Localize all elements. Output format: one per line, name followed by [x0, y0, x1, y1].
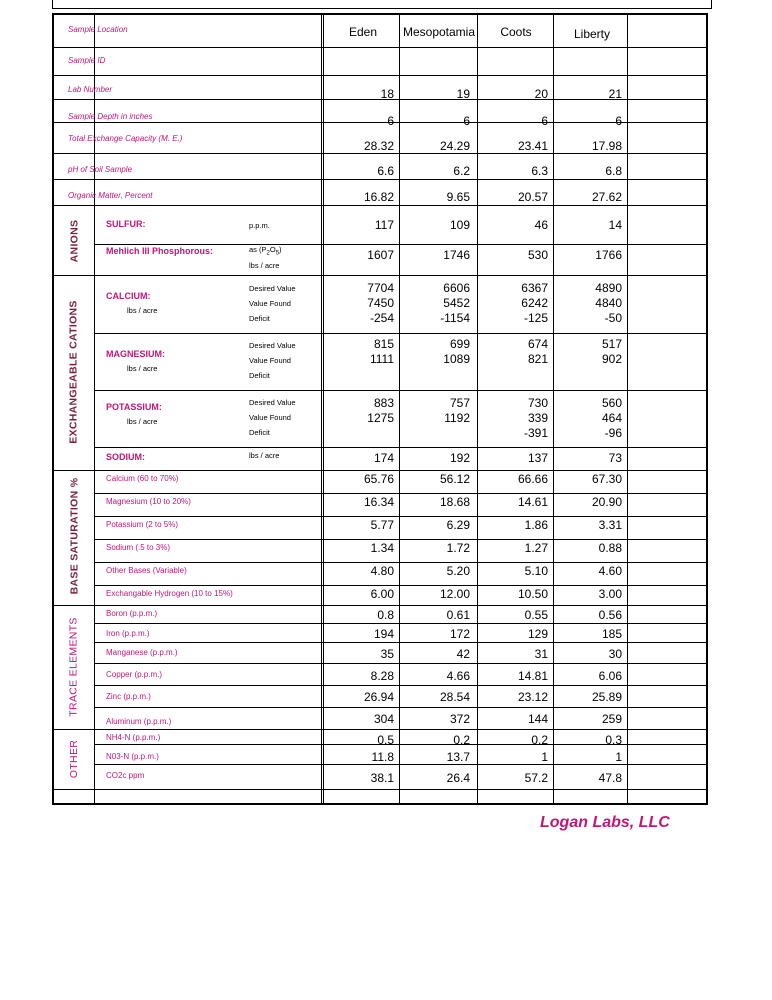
cell-value: 4.80 [370, 564, 394, 578]
cell-value: 0.3 [605, 733, 622, 747]
section-title-cations: EXCHANGEABLE CATIONS [68, 300, 81, 444]
row-divider [54, 153, 706, 154]
cell-value: 109 [449, 218, 470, 232]
row-label: Exchangable Hydrogen (10 to 15%) [106, 589, 233, 598]
cell-value: 16.34 [363, 495, 394, 509]
row-divider [95, 764, 706, 765]
row-divider [95, 493, 706, 494]
cell-value: 1607 [367, 248, 394, 262]
cell-value: 0.2 [531, 733, 548, 747]
cell-value: 28.54 [439, 690, 470, 704]
row-label: N03-N (p.p.m.) [106, 752, 159, 761]
row-divider [54, 179, 706, 180]
cell-value: 6.2 [453, 164, 470, 178]
sulfur-unit: p.p.m. [249, 221, 270, 230]
cell-value: 1766 [595, 248, 622, 262]
cell-value: 1746 [443, 248, 470, 262]
cell-value: 137 [527, 451, 548, 465]
cell-value: 5.77 [370, 518, 394, 532]
potassium-lbs: lbs / acre [127, 417, 158, 426]
magnesium-lbs: lbs / acre [127, 364, 158, 373]
cell-value: 6.3 [531, 164, 548, 178]
cell-value: -50 [604, 311, 622, 325]
cell-value: 1111 [369, 352, 394, 366]
value-found-label: Value Found [249, 299, 291, 308]
column-header: Coots [500, 25, 532, 39]
cell-value: 1.34 [370, 541, 394, 555]
phosphorus-lbs: lbs / acre [249, 261, 280, 270]
cell-value: 30 [608, 647, 622, 661]
cell-value: 699 [449, 337, 470, 351]
cell-value: 1089 [443, 352, 470, 366]
cell-value: 4.60 [598, 564, 622, 578]
cell-value: 0.8 [377, 608, 394, 622]
cell-value: 144 [527, 712, 548, 726]
row-divider [95, 333, 706, 334]
cell-value: 20.90 [591, 495, 622, 509]
cell-value: 12.00 [439, 587, 470, 601]
cell-value: 117 [374, 218, 394, 232]
section-title-other: OTHER [68, 739, 80, 779]
cell-value: 7450 [367, 296, 394, 310]
cell-value: 1 [615, 750, 622, 764]
cell-value: 815 [373, 337, 394, 351]
section-title-base-saturation: BASE SATURATION % [68, 477, 80, 595]
cell-value: 65.76 [363, 472, 394, 486]
cell-value: 11.8 [371, 750, 394, 764]
section-title-anions: ANIONS [68, 219, 81, 262]
column-header: Eden [348, 25, 378, 39]
cell-value: 172 [449, 627, 470, 641]
cell-value: 56.12 [439, 472, 470, 486]
cell-value: 3.00 [598, 587, 622, 601]
sodium-label: SODIUM: [106, 452, 145, 462]
row-label: Potassium (2 to 5%) [106, 520, 179, 529]
sample-location-label: Sample Location [68, 25, 128, 34]
row-divider [95, 585, 706, 586]
cell-value: 47.8 [598, 771, 622, 785]
cell-value: 23.41 [517, 139, 548, 153]
row-divider [95, 623, 706, 624]
cell-value: -125 [523, 311, 548, 325]
row-label: NH4-N (p.p.m.) [106, 733, 161, 742]
row-label: Manganese (p.p.m.) [106, 648, 178, 657]
cell-value: 10.50 [517, 587, 548, 601]
cell-value: 38.1 [370, 771, 394, 785]
cell-value: 6 [387, 114, 394, 128]
top-border-box [52, 0, 712, 9]
cell-value: 6242 [521, 296, 548, 310]
row-divider [54, 75, 706, 76]
cell-value: 19 [456, 87, 470, 101]
cell-value: 6.6 [377, 164, 394, 178]
cell-value: 67.30 [591, 472, 622, 486]
cell-value: 14.61 [517, 495, 548, 509]
column-header: Liberty [573, 27, 611, 41]
row-divider [54, 729, 706, 730]
cell-value: 757 [449, 396, 470, 410]
cell-value: 530 [527, 248, 548, 262]
cell-value: 517 [601, 337, 622, 351]
cell-value: 23.12 [517, 690, 548, 704]
cell-value: 6606 [443, 281, 470, 295]
cell-value: 6 [463, 114, 470, 128]
cell-value: 1 [541, 750, 548, 764]
row-divider [95, 663, 706, 664]
potassium-label: POTASSIUM: [106, 402, 162, 412]
row-divider [95, 244, 706, 245]
cell-value: 3.31 [598, 518, 622, 532]
cell-value: 174 [373, 451, 394, 465]
row-divider [54, 205, 706, 206]
row-divider [95, 539, 706, 540]
cell-value: 0.56 [598, 608, 622, 622]
cell-value: 42 [456, 647, 470, 661]
cell-value: 18.68 [439, 495, 470, 509]
cell-value: 464 [601, 411, 622, 425]
cell-value: 883 [373, 396, 394, 410]
row-label: Sodium (.5 to 3%) [106, 543, 171, 552]
cell-value: 0.88 [598, 541, 622, 555]
cell-value: 6.29 [446, 518, 470, 532]
cell-value: 5.20 [446, 564, 470, 578]
lab-number-label: Lab Number [68, 85, 113, 94]
row-divider [95, 562, 706, 563]
cell-value: 5452 [443, 296, 470, 310]
row-label: Boron (p.p.m.) [106, 609, 158, 618]
row-divider [95, 447, 706, 448]
cell-value: -391 [523, 426, 548, 440]
cell-value: 26.94 [363, 690, 394, 704]
cell-value: 6.00 [370, 587, 394, 601]
cell-value: 194 [373, 627, 394, 641]
cell-value: 8.28 [370, 669, 394, 683]
cell-value: -1154 [440, 311, 470, 325]
row-label: Iron (p.p.m.) [106, 629, 150, 638]
row-divider [54, 470, 706, 471]
deficit-label: Deficit [249, 428, 270, 437]
cell-value: 66.66 [517, 472, 548, 486]
row-label: Calcium (60 to 70%) [106, 474, 179, 483]
lab-name-footer: Logan Labs, LLC [540, 814, 670, 831]
phosphorus-unit: as $(P_2O_5)$ [249, 245, 282, 257]
cell-value: -96 [604, 426, 622, 440]
cell-value: 26.4 [446, 771, 470, 785]
cell-value: 13.7 [446, 750, 470, 764]
cell-value: 730 [527, 396, 548, 410]
cell-value: 0.2 [453, 733, 470, 747]
cell-value: 1.86 [524, 518, 548, 532]
row-divider [54, 275, 706, 276]
cell-value: 21 [608, 87, 622, 101]
cell-value: 304 [373, 712, 394, 726]
cell-value: 25.89 [591, 690, 622, 704]
cell-value: 14 [608, 218, 622, 232]
row-label: Copper (p.p.m.) [106, 670, 163, 679]
cell-value: 4.66 [446, 669, 470, 683]
calcium-lbs: lbs / acre [127, 306, 158, 315]
cell-value: 129 [527, 627, 548, 641]
row-label: Aluminum (p.p.m.) [106, 717, 172, 726]
cell-value: 73 [608, 451, 622, 465]
cell-value: 35 [380, 647, 394, 661]
cell-value: 18 [380, 87, 394, 101]
column-header: Mesopotamia [402, 25, 476, 39]
cell-value: 6.06 [598, 669, 622, 683]
row-divider [95, 685, 706, 686]
cell-value: 339 [527, 411, 548, 425]
value-found-label: Value Found [249, 413, 291, 422]
value-found-label: Value Found [249, 356, 291, 365]
sulfur-label: SULFUR: [106, 219, 146, 229]
cell-value: 192 [449, 451, 470, 465]
cell-value: 28.32 [363, 139, 394, 153]
cell-value: 0.55 [524, 608, 548, 622]
desired-value-label: Desired Value [249, 284, 296, 293]
cell-value: 27.62 [591, 190, 622, 204]
soil-report-table [52, 13, 708, 805]
deficit-label: Deficit [249, 314, 270, 323]
cell-value: 560 [601, 396, 622, 410]
desired-value-label: Desired Value [249, 341, 296, 350]
row-divider [95, 642, 706, 643]
row-divider [54, 605, 706, 606]
cell-value: 821 [527, 352, 548, 366]
om-label: Organic Matter, Percent [68, 191, 153, 200]
sample-depth-label: Sample Depth in inches [68, 112, 153, 121]
cell-value: 4890 [595, 281, 622, 295]
cell-value: 674 [527, 337, 548, 351]
cell-value: 1.27 [524, 541, 548, 555]
sodium-unit: lbs / acre [249, 451, 280, 460]
cell-value: 1.72 [446, 541, 470, 555]
cell-value: 17.98 [591, 139, 622, 153]
cell-value: -254 [369, 311, 394, 325]
tec-label: Total Exchange Capacity (M. E.) [68, 134, 183, 143]
row-label: Magnesium (10 to 20%) [106, 497, 191, 506]
cell-value: 7704 [367, 281, 394, 295]
cell-value: 6 [541, 114, 548, 128]
deficit-label: Deficit [249, 371, 270, 380]
row-divider [95, 516, 706, 517]
calcium-label: CALCIUM: [106, 291, 151, 301]
cell-value: 259 [601, 712, 622, 726]
cell-value: 46 [534, 218, 548, 232]
section-title-trace-elements: TRACE ELEMENTS [68, 617, 80, 717]
magnesium-label: MAGNESIUM: [106, 349, 165, 359]
cell-value: 9.65 [446, 190, 470, 204]
cell-value: 20.57 [517, 190, 548, 204]
cell-value: 1275 [367, 411, 394, 425]
row-label: Zinc (p.p.m.) [106, 692, 151, 701]
row-label: CO2c ppm [106, 771, 145, 780]
row-label: Other Bases (Variable) [106, 566, 187, 575]
cell-value: 1192 [444, 411, 470, 425]
cell-value: 6 [615, 114, 622, 128]
cell-value: 20 [534, 87, 548, 101]
cell-value: 0.61 [446, 608, 470, 622]
row-divider [95, 707, 706, 708]
cell-value: 14.81 [517, 669, 548, 683]
row-divider [54, 47, 706, 48]
cell-value: 372 [449, 712, 470, 726]
cell-value: 0.5 [377, 733, 394, 747]
cell-value: 185 [601, 627, 622, 641]
cell-value: 57.2 [524, 771, 548, 785]
phosphorus-label: Mehlich III Phosphorous: [106, 246, 214, 256]
desired-value-label: Desired Value [249, 398, 296, 407]
sample-id-label: Sample ID [68, 56, 106, 65]
cell-value: 31 [534, 647, 548, 661]
cell-value: 16.82 [363, 190, 394, 204]
cell-value: 24.29 [439, 139, 470, 153]
ph-label: pH of Soil Sample [68, 165, 133, 174]
row-divider [54, 789, 706, 790]
cell-value: 6.8 [605, 164, 622, 178]
cell-value: 902 [601, 352, 622, 366]
cell-value: 6367 [521, 281, 548, 295]
cell-value: 5.10 [524, 564, 548, 578]
row-divider [95, 390, 706, 391]
cell-value: 4840 [595, 296, 622, 310]
